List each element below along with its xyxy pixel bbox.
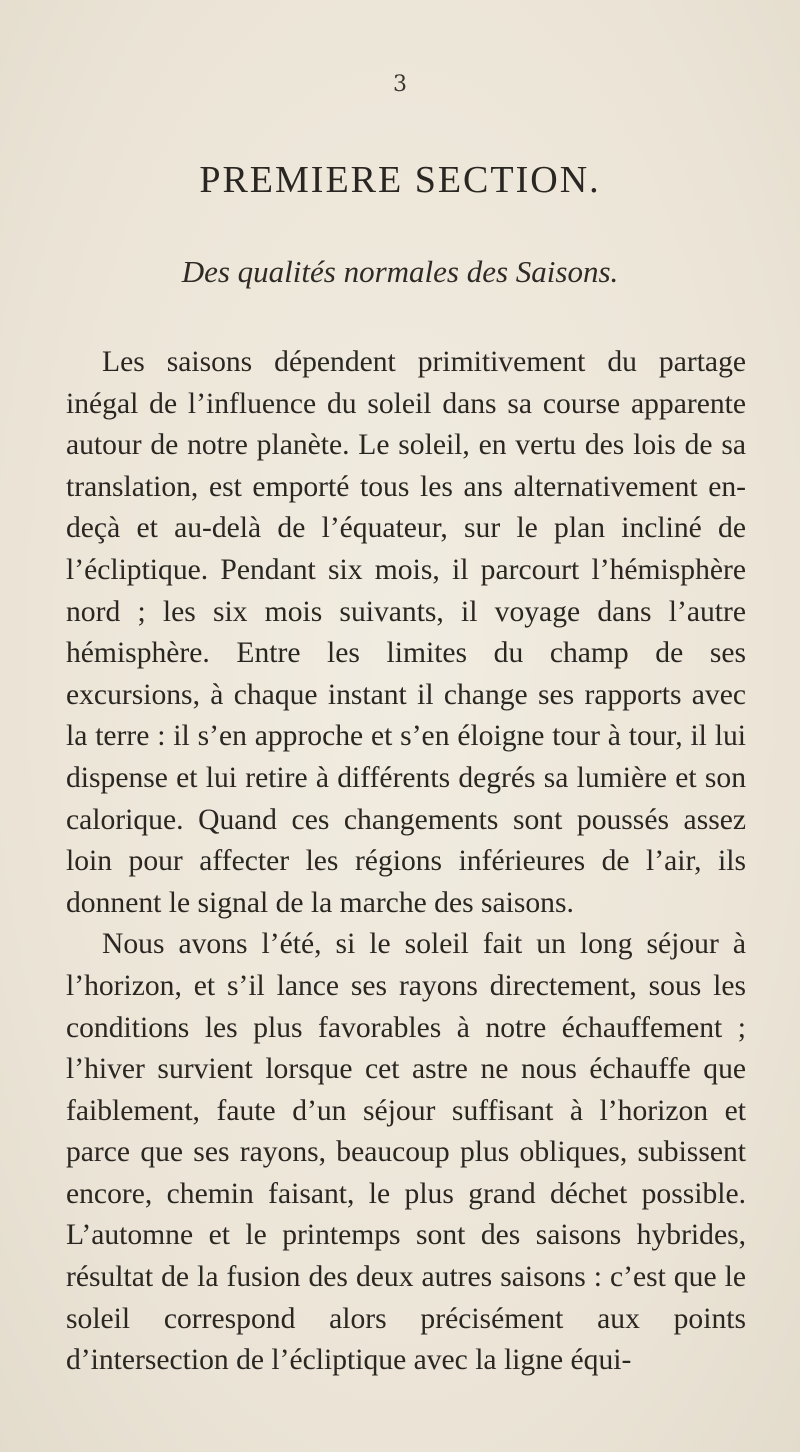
section-title: PREMIERE SECTION.: [199, 159, 601, 201]
paragraph: Les saisons dépendent primitivement du partage inégal de l’influence du soleil dans sa course apparente autour de notre planète. Le soleil, en vertu des lois de sa translation, est emporté tous les ans alternativement en-deçà et au-delà de l’équateur, sur le plan incliné de l’écliptique. Pendant six mois, il parcourt l’hémisphère nord ; les six mois suivants, il voyage dans l’autre hémisphère. Entre les limites du champ de ses excursions, à chaque instant il change ses rapports avec la terre : il s’en approche et s’en éloigne tour à tour, il lui dispense et lui retire à différents degrés sa lumière et son calorique. Quand ces changements sont poussés assez loin pour affecter les régions inférieures de l’air, ils donnent le signal de la marche des saisons.: [66, 346, 746, 919]
paragraph: Nous avons l’été, si le soleil fait un long séjour à l’horizon, et s’il lance ses rayons directement, sous les conditions les plus favorables à notre échauffement ; l’hiver survient lorsque cet astre ne nous échauffe que faiblement, faute d’un séjour suffisant à l’horizon et parce que ses rayons, beaucoup plus obliques, subissent encore, chemin faisant, le plus grand déchet possible. L’automne et le printemps sont des saisons hybrides, résultat de la fusion des deux autres saisons : c’est que le soleil correspond alors précisément aux points d’intersection de l’écliptique avec la ligne équi-: [66, 928, 746, 1377]
page-number: 3: [393, 72, 407, 97]
body-text: [66, 342, 746, 1382]
section-subtitle: Des qualités normales des Saisons.: [181, 254, 619, 289]
